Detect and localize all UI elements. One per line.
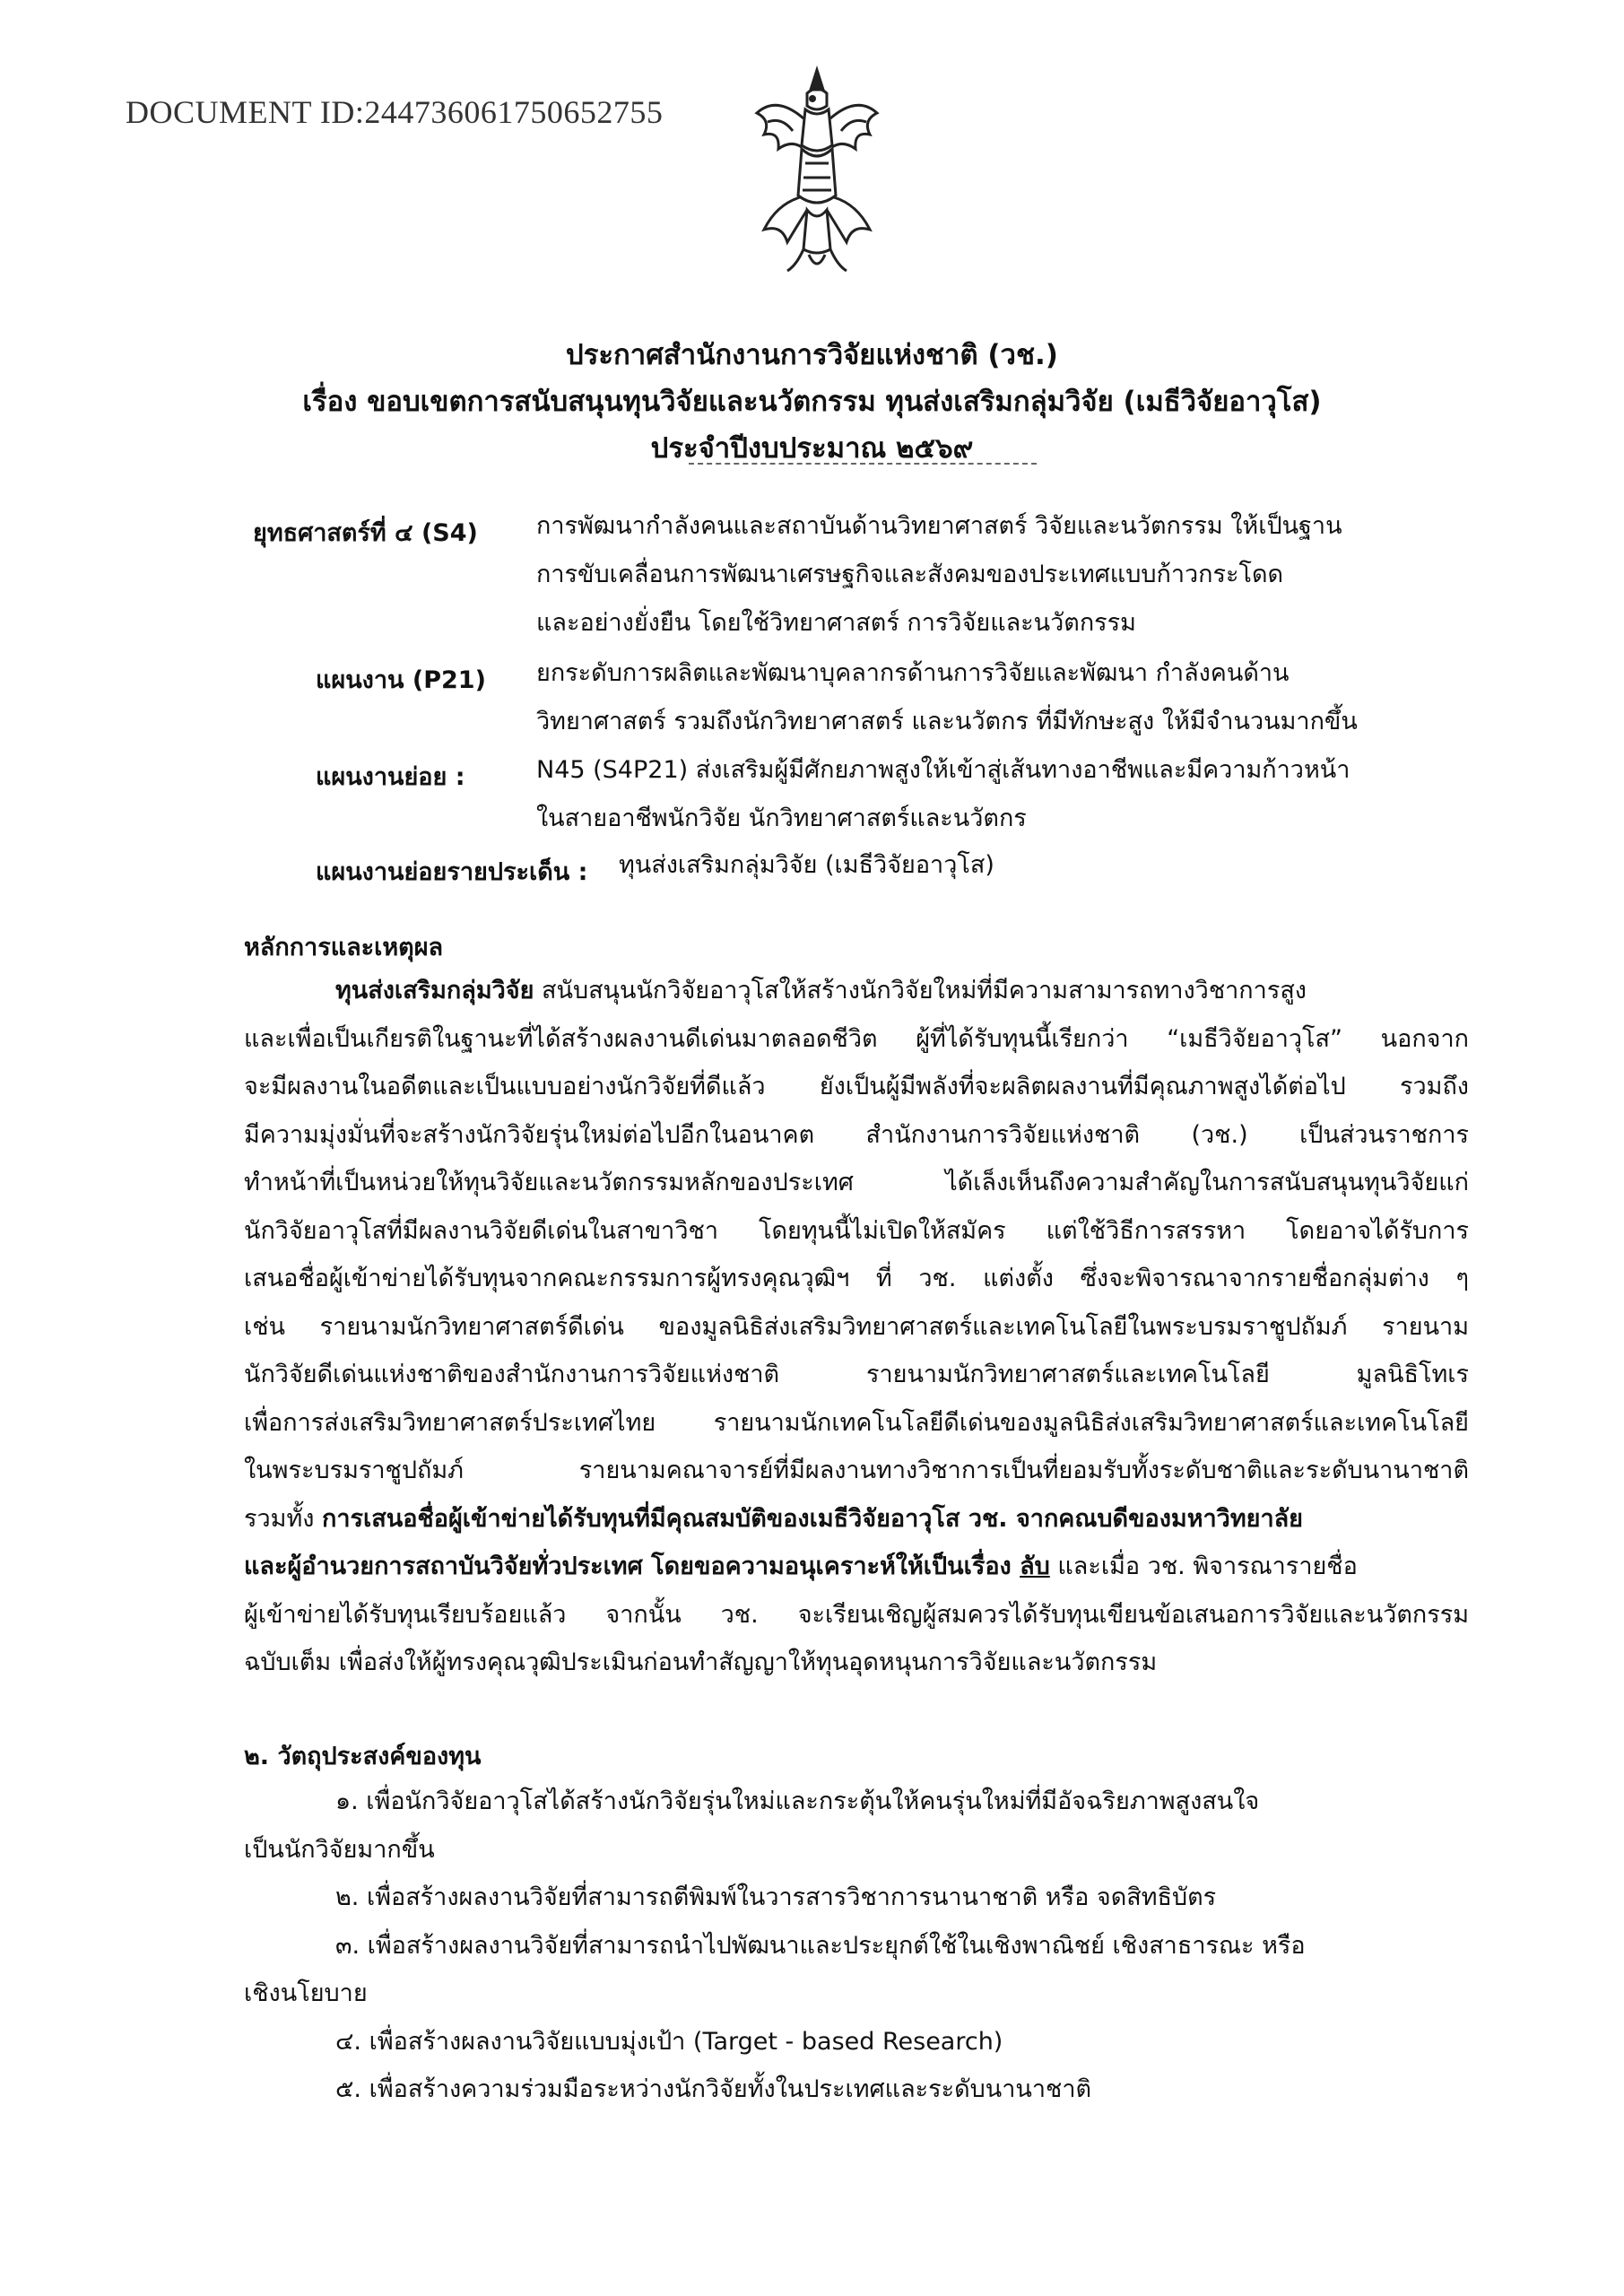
garuda-emblem-icon — [751, 63, 882, 278]
fiscal-year: ประจำปีงบประมาณ ๒๕๖๙ — [650, 432, 974, 465]
issue-plan-label: แผนงานย่อยรายประเด็น : — [316, 858, 588, 886]
objective-item-continuation: เชิงนโยบาย — [244, 1979, 368, 2007]
rationale-paragraph — [244, 967, 1469, 1687]
paragraph-line: ทำหน้าที่เป็นหน่วยให้ทุนวิจัยและนวัตกรรมหลักของประเทศ ได้เล็งเห็นถึงความสำคัญในการสนับสนุนทุนวิจัยแก่ — [244, 1169, 1469, 1196]
announcement-subject: เรื่อง ขอบเขตการสนับสนุนทุนวิจัยและนวัตกรรม ทุนส่งเสริมกลุ่มวิจัย (เมธีวิจัยอาวุโส) — [302, 386, 1322, 418]
plan-line: ยกระดับการผลิตและพัฒนาบุคลากรด้านการวิจัยและพัฒนา กำลังคนด้าน — [536, 659, 1290, 687]
strategy-line: การพัฒนากำลังคนและสถาบันด้านวิทยาศาสตร์ วิจัยและนวัตกรรม ให้เป็นฐาน — [536, 512, 1342, 540]
objective-item: ๓. เพื่อสร้างผลงานวิจัยที่สามารถนำไปพัฒนาและประยุกต์ใช้ในเชิงพาณิชย์ เชิงสาธารณะ หรือ — [335, 1931, 1306, 1960]
paragraph-line: เพื่อการส่งเสริมวิทยาศาสตร์ประเทศไทย รายนามนักเทคโนโลยีดีเด่นของมูลนิธิส่งเสริมวิทยาศาสตร์และเทคโนโลยี — [244, 1408, 1469, 1437]
paragraph-line: ทุนส่งเสริมกลุ่มวิจัย สนับสนุนนักวิจัยอาวุโสให้สร้างนักวิจัยใหม่ที่มีความสามารถทางวิชาการสูง — [335, 977, 1307, 1004]
strategy-line: การขับเคลื่อนการพัฒนาเศรษฐกิจและสังคมของประเทศแบบก้าวกระโดด — [536, 561, 1284, 588]
paragraph-line: นักวิจัยอาวุโสที่มีผลงานวิจัยดีเด่นในสาขาวิชา โดยทุนนี้ไม่เปิดให้สมัคร แต่ใช้วิธีการสรรหา โดยอาจได้รับการ — [244, 1216, 1469, 1245]
objective-item-continuation: เป็นนักวิจัยมากขึ้น — [244, 1835, 435, 1864]
objective-item: ๔. เพื่อสร้างผลงานวิจัยแบบมุ่งเป้า (Target - based Research) — [335, 2027, 1003, 2056]
section-heading-objectives: ๒. วัตถุประสงค์ของทุน — [244, 1743, 482, 1770]
document-id: DOCUMENT ID:244736061750652755 — [126, 94, 664, 130]
section-heading-rationale: หลักการและเหตุผล — [244, 934, 444, 961]
header-divider — [689, 463, 1037, 465]
objectives-list — [244, 1778, 1469, 2114]
grant-name-bold: ทุนส่งเสริมกลุ่มวิจัย — [335, 977, 534, 1004]
subplan-line: ในสายอาชีพนักวิจัย นักวิทยาศาสตร์และนวัตกร — [536, 804, 1027, 832]
confidential-underlined: ลับ — [1020, 1552, 1050, 1580]
paragraph-line: ฉบับเต็ม เพื่อส่งให้ผู้ทรงคุณวุฒิประเมินก่อนทำสัญญาให้ทุนอุดหนุนการวิจัยและนวัตกรรม — [244, 1648, 1158, 1676]
announcement-title: ประกาศสำนักงานการวิจัยแห่งชาติ (วช.) — [566, 339, 1058, 371]
paragraph-line: เช่น รายนามนักวิทยาศาสตร์ดีเด่น ของมูลนิธิส่งเสริมวิทยาศาสตร์และเทคโนโลยีในพระบรมราชูปถัมภ์ รายนาม — [244, 1312, 1469, 1341]
paragraph-line: และเพื่อเป็นเกียรติในฐานะที่ได้สร้างผลงานดีเด่นมาตลอดชีวิต ผู้ที่ได้รับทุนนี้เรียกว่า “เมธีวิจัยอาวุโส” นอกจาก — [244, 1024, 1469, 1053]
subplan-label: แผนงานย่อย : — [316, 763, 465, 791]
paragraph-line: จะมีผลงานในอดีตและเป็นแบบอย่างนักวิจัยที่ดีแล้ว ยังเป็นผู้มีพลังที่จะผลิตผลงานที่มีคุณภาพสูงได้ต่อไป รวมถึง — [244, 1073, 1469, 1100]
plan-label: แผนงาน (P21) — [316, 666, 486, 694]
objective-item: ๑. เพื่อนักวิจัยอาวุโสได้สร้างนักวิจัยรุ่นใหม่และกระตุ้นให้คนรุ่นใหม่ที่มีอัจฉริยภาพสูงสนใจ — [335, 1787, 1260, 1815]
paragraph-line: และผู้อำนวยการสถาบันวิจัยทั่วประเทศ โดยขอความอนุเคราะห์ให้เป็นเรื่อง ลับ และเมื่อ วช. พิจารณารายชื่อ — [244, 1552, 1358, 1580]
paragraph-line: รวมทั้ง การเสนอชื่อผู้เข้าข่ายได้รับทุนที่มีคุณสมบัติของเมธีวิจัยอาวุโส วช. จากคณบดีของมหาวิทยาลัย — [244, 1504, 1303, 1533]
strategy-line: และอย่างยั่งยืน โดยใช้วิทยาศาสตร์ การวิจัยและนวัตกรรม — [536, 609, 1136, 637]
subplan-line: N45 (S4P21) ส่งเสริมผู้มีศักยภาพสูงให้เข้าสู่เส้นทางอาชีพและมีความก้าวหน้า — [536, 756, 1350, 784]
issue-plan-text: ทุนส่งเสริมกลุ่มวิจัย (เมธีวิจัยอาวุโส) — [619, 851, 994, 879]
plan-line: วิทยาศาสตร์ รวมถึงนักวิทยาศาสตร์ และนวัตกร ที่มีทักษะสูง ให้มีจำนวนมากขึ้น — [536, 708, 1358, 735]
paragraph-line: มีความมุ่งมั่นที่จะสร้างนักวิจัยรุ่นใหม่ต่อไปอีกในอนาคต สำนักงานการวิจัยแห่งชาติ (วช.) เป็นส่วนราชการ — [244, 1120, 1469, 1149]
objective-item: ๒. เพื่อสร้างผลงานวิจัยที่สามารถตีพิมพ์ในวารสารวิชาการนานาชาติ หรือ จดสิทธิบัตร — [335, 1883, 1217, 1911]
paragraph-line: นักวิจัยดีเด่นแห่งชาติของสำนักงานการวิจัยแห่งชาติ รายนามนักวิทยาศาสตร์และเทคโนโลยี มูลนิธิโทเร — [244, 1361, 1469, 1388]
paragraph-line: เสนอชื่อผู้เข้าข่ายได้รับทุนจากคณะกรรมการผู้ทรงคุณวุฒิฯ ที่ วช. แต่งตั้ง ซึ่งจะพิจารณาจากรายชื่อกลุ่มต่าง ๆ — [244, 1265, 1469, 1292]
paragraph-line: ในพระบรมราชูปถัมภ์ รายนามคณาจารย์ที่มีผลงานทางวิชาการเป็นที่ยอมรับทั้งระดับชาติและระดับนานาชาติ — [244, 1457, 1469, 1484]
paragraph-line: ผู้เข้าข่ายได้รับทุนเรียบร้อยแล้ว จากนั้น วช. จะเรียนเชิญผู้สมควรได้รับทุนเขียนข้อเสนอการวิจัยและนวัตกรรม — [244, 1600, 1469, 1629]
strategy-label: ยุทธศาสตร์ที่ ๔ (S4) — [253, 519, 478, 547]
objective-item: ๕. เพื่อสร้างความร่วมมือระหว่างนักวิจัยทั้งในประเทศและระดับนานาชาติ — [335, 2075, 1092, 2103]
